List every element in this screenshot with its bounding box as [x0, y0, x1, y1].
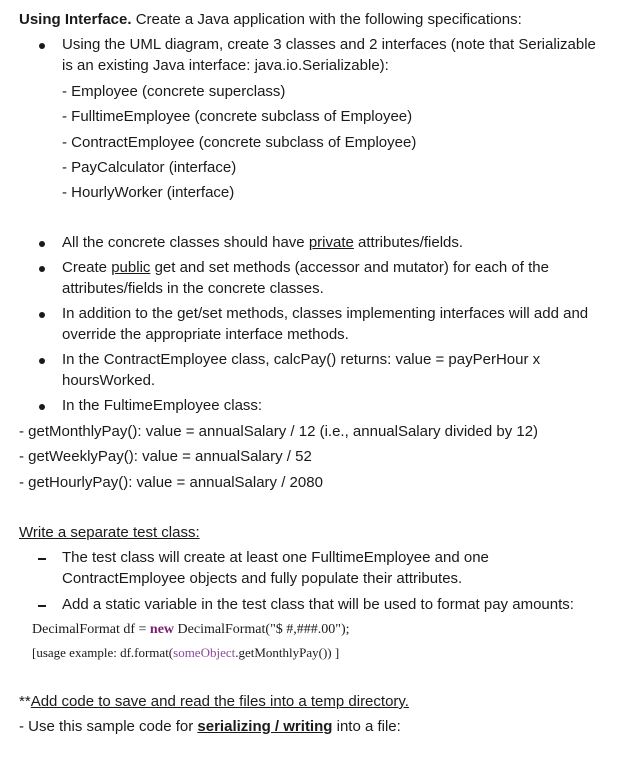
bullet-2-line [62, 233, 463, 253]
test-item-2-dash [38, 605, 46, 607]
bullet-5-line-1: In the ContractEmployee class, calcPay() returns: value = payPerHour x [62, 351, 541, 368]
fulltime-method-line: - getMonthlyPay(): value = annualSalary / 12 (i.e., annualSalary divided by 12) [19, 423, 539, 440]
code-decl-type: DecimalFormat df = [32, 622, 150, 637]
code-usage-open: [usage example: df.format( [32, 645, 174, 660]
bullet-3-line-1 [62, 258, 549, 278]
test-item-1-line-2: ContractEmployee objects and fully populate their attributes. [62, 570, 463, 587]
test-section-heading: Write a separate test class: [19, 524, 200, 541]
private-keyword: private [308, 234, 354, 251]
code-usage-line [32, 643, 339, 663]
class-list-item: - FulltimeEmployee (concrete subclass of Employee) [62, 108, 413, 125]
bullet-3-before: Create [62, 259, 112, 276]
bullet-1-line-1: Using the UML diagram, create 3 classes and 2 interfaces (note that Serializable [62, 36, 596, 53]
save-line-after: into a file: [332, 718, 401, 735]
class-list-item: - Employee (concrete superclass) [62, 83, 286, 100]
class-list-item: - ContractEmployee (concrete subclass of Employee) [62, 134, 417, 151]
intro-text: Create a Java application with the following specifications: [135, 11, 522, 28]
bullet-3-after: get and set methods (accessor and mutator) for each of the [150, 259, 549, 276]
bullet-4-line-1: In addition to the get/set methods, classes implementing interfaces will add and [62, 305, 589, 322]
bullet-4-line-2: override the appropriate interface methods. [62, 326, 349, 343]
bullet-6-dot [39, 404, 45, 410]
save-line-before: - Use this sample code for [19, 718, 198, 735]
code-usage-close: .getMonthlyPay()) ] [235, 645, 340, 660]
fulltime-method-line: - getWeeklyPay(): value = annualSalary / 52 [19, 448, 312, 465]
save-section-heading: Add code to save and read the files into a temp directory. [30, 693, 409, 710]
intro-line [19, 10, 522, 30]
code-new-keyword: new [149, 622, 175, 637]
bullet-5-line-2: hoursWorked. [62, 372, 156, 389]
test-item-1-line-1: The test class will create at least one FulltimeEmployee and one [62, 549, 489, 566]
bullet-4-dot [39, 312, 45, 318]
save-section-instruction [19, 717, 401, 737]
bullet-1-line-2: is an existing Java interface: java.io.Serializable): [62, 57, 389, 74]
intro-heading: Using Interface. [19, 11, 132, 28]
save-line-bold: serializing / writing [197, 718, 333, 735]
bullet-2-after: attributes/fields. [353, 234, 464, 251]
code-decl-rest: DecimalFormat("$ #,###.00"); [174, 622, 350, 637]
bullet-6-line-1: In the FultimeEmployee class: [62, 397, 263, 414]
bullet-1-dot [39, 43, 45, 49]
fulltime-method-line: - getHourlyPay(): value = annualSalary / 2080 [19, 474, 323, 491]
bullet-3-dot [39, 266, 45, 272]
class-list-item: - PayCalculator (interface) [62, 159, 237, 176]
save-section-heading-line [19, 692, 409, 712]
bullet-5-dot [39, 358, 45, 364]
bullet-2-before: All the concrete classes should have [62, 234, 309, 251]
test-item-1-dash [38, 558, 46, 560]
code-decimalformat-line [32, 620, 350, 640]
bullet-3-line-2: attributes/fields in the concrete classes. [62, 280, 324, 297]
save-prefix: ** [19, 693, 31, 710]
code-usage-object: someObject [173, 645, 236, 660]
public-keyword: public [111, 259, 151, 276]
class-list-item: - HourlyWorker (interface) [62, 184, 235, 201]
bullet-2-dot [39, 241, 45, 247]
test-item-2-line: Add a static variable in the test class that will be used to format pay amounts: [62, 596, 574, 613]
